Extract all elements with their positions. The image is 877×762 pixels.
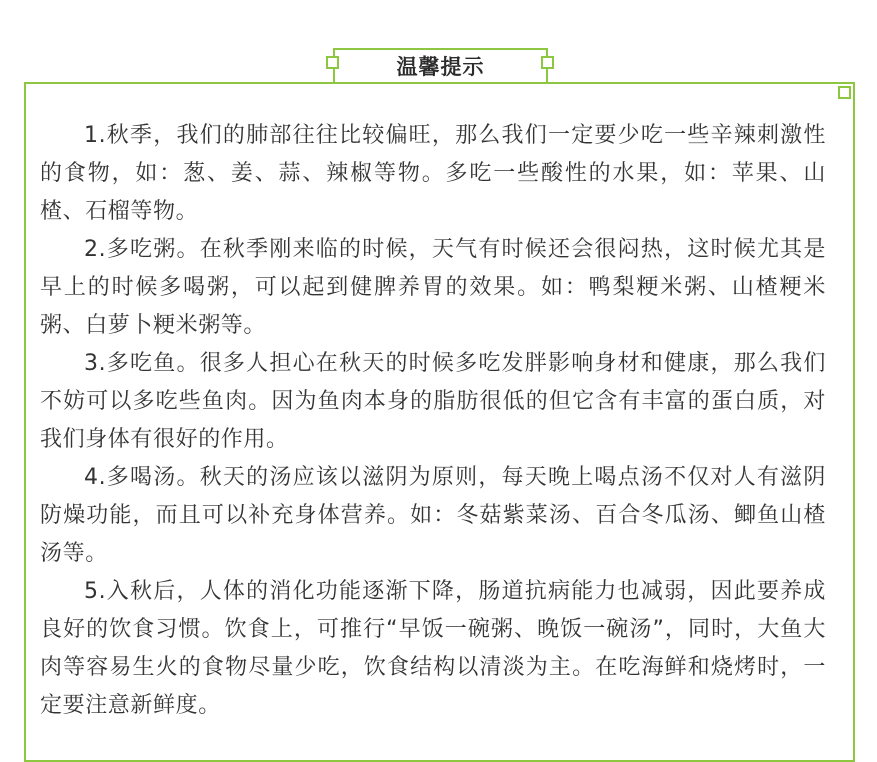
- tip-paragraph-2: 2.多吃粥。在秋季刚来临的时候，天气有时候还会很闷热，这时候尤其是早上的时候多喝粥，可以起到健脾养胃的效果。如：鸭梨粳米粥、山楂粳米粥、白萝卜粳米粥等。: [40, 237, 826, 338]
- title-box: [333, 48, 548, 82]
- tip-paragraph-4: 4.多喝汤。秋天的汤应该以滋阴为原则，每天晚上喝点汤不仅对人有滋阴防燥功能，而且可以补充身体营养。如：冬菇紫菜汤、百合冬瓜汤、鲫鱼山楂汤等。: [40, 465, 826, 566]
- tip-paragraph-5: 5.入秋后，人体的消化功能逐渐下降，肠道抗病能力也减弱，因此要养成良好的饮食习惯。饮食上，可推行“早饭一碗粥、晚饭一碗汤”，同时，大鱼大肉等容易生火的食物尽量少吃，饮食结构以清淡为主。在吃海鲜和烧烤时，一定要注意新鲜度。: [40, 579, 826, 718]
- title-right-decoration: [541, 56, 554, 69]
- title-left-decoration: [326, 56, 339, 69]
- page-title: 温馨提示: [396, 55, 485, 79]
- tips-content: [40, 117, 826, 725]
- tip-paragraph-1: 1.秋季，我们的肺部往往比较偏旺，那么我们一定要少吃一些辛辣刺激性的食物，如：葱、姜、蒜、辣椒等物。多吃一些酸性的水果，如：苹果、山楂、石榴等物。: [40, 123, 826, 224]
- corner-decoration: [838, 86, 851, 99]
- tip-paragraph-3: 3.多吃鱼。很多人担心在秋天的时候多吃发胖影响身材和健康，那么我们不妨可以多吃些鱼肉。因为鱼肉本身的脂肪很低的但它含有丰富的蛋白质，对我们身体有很好的作用。: [40, 351, 826, 452]
